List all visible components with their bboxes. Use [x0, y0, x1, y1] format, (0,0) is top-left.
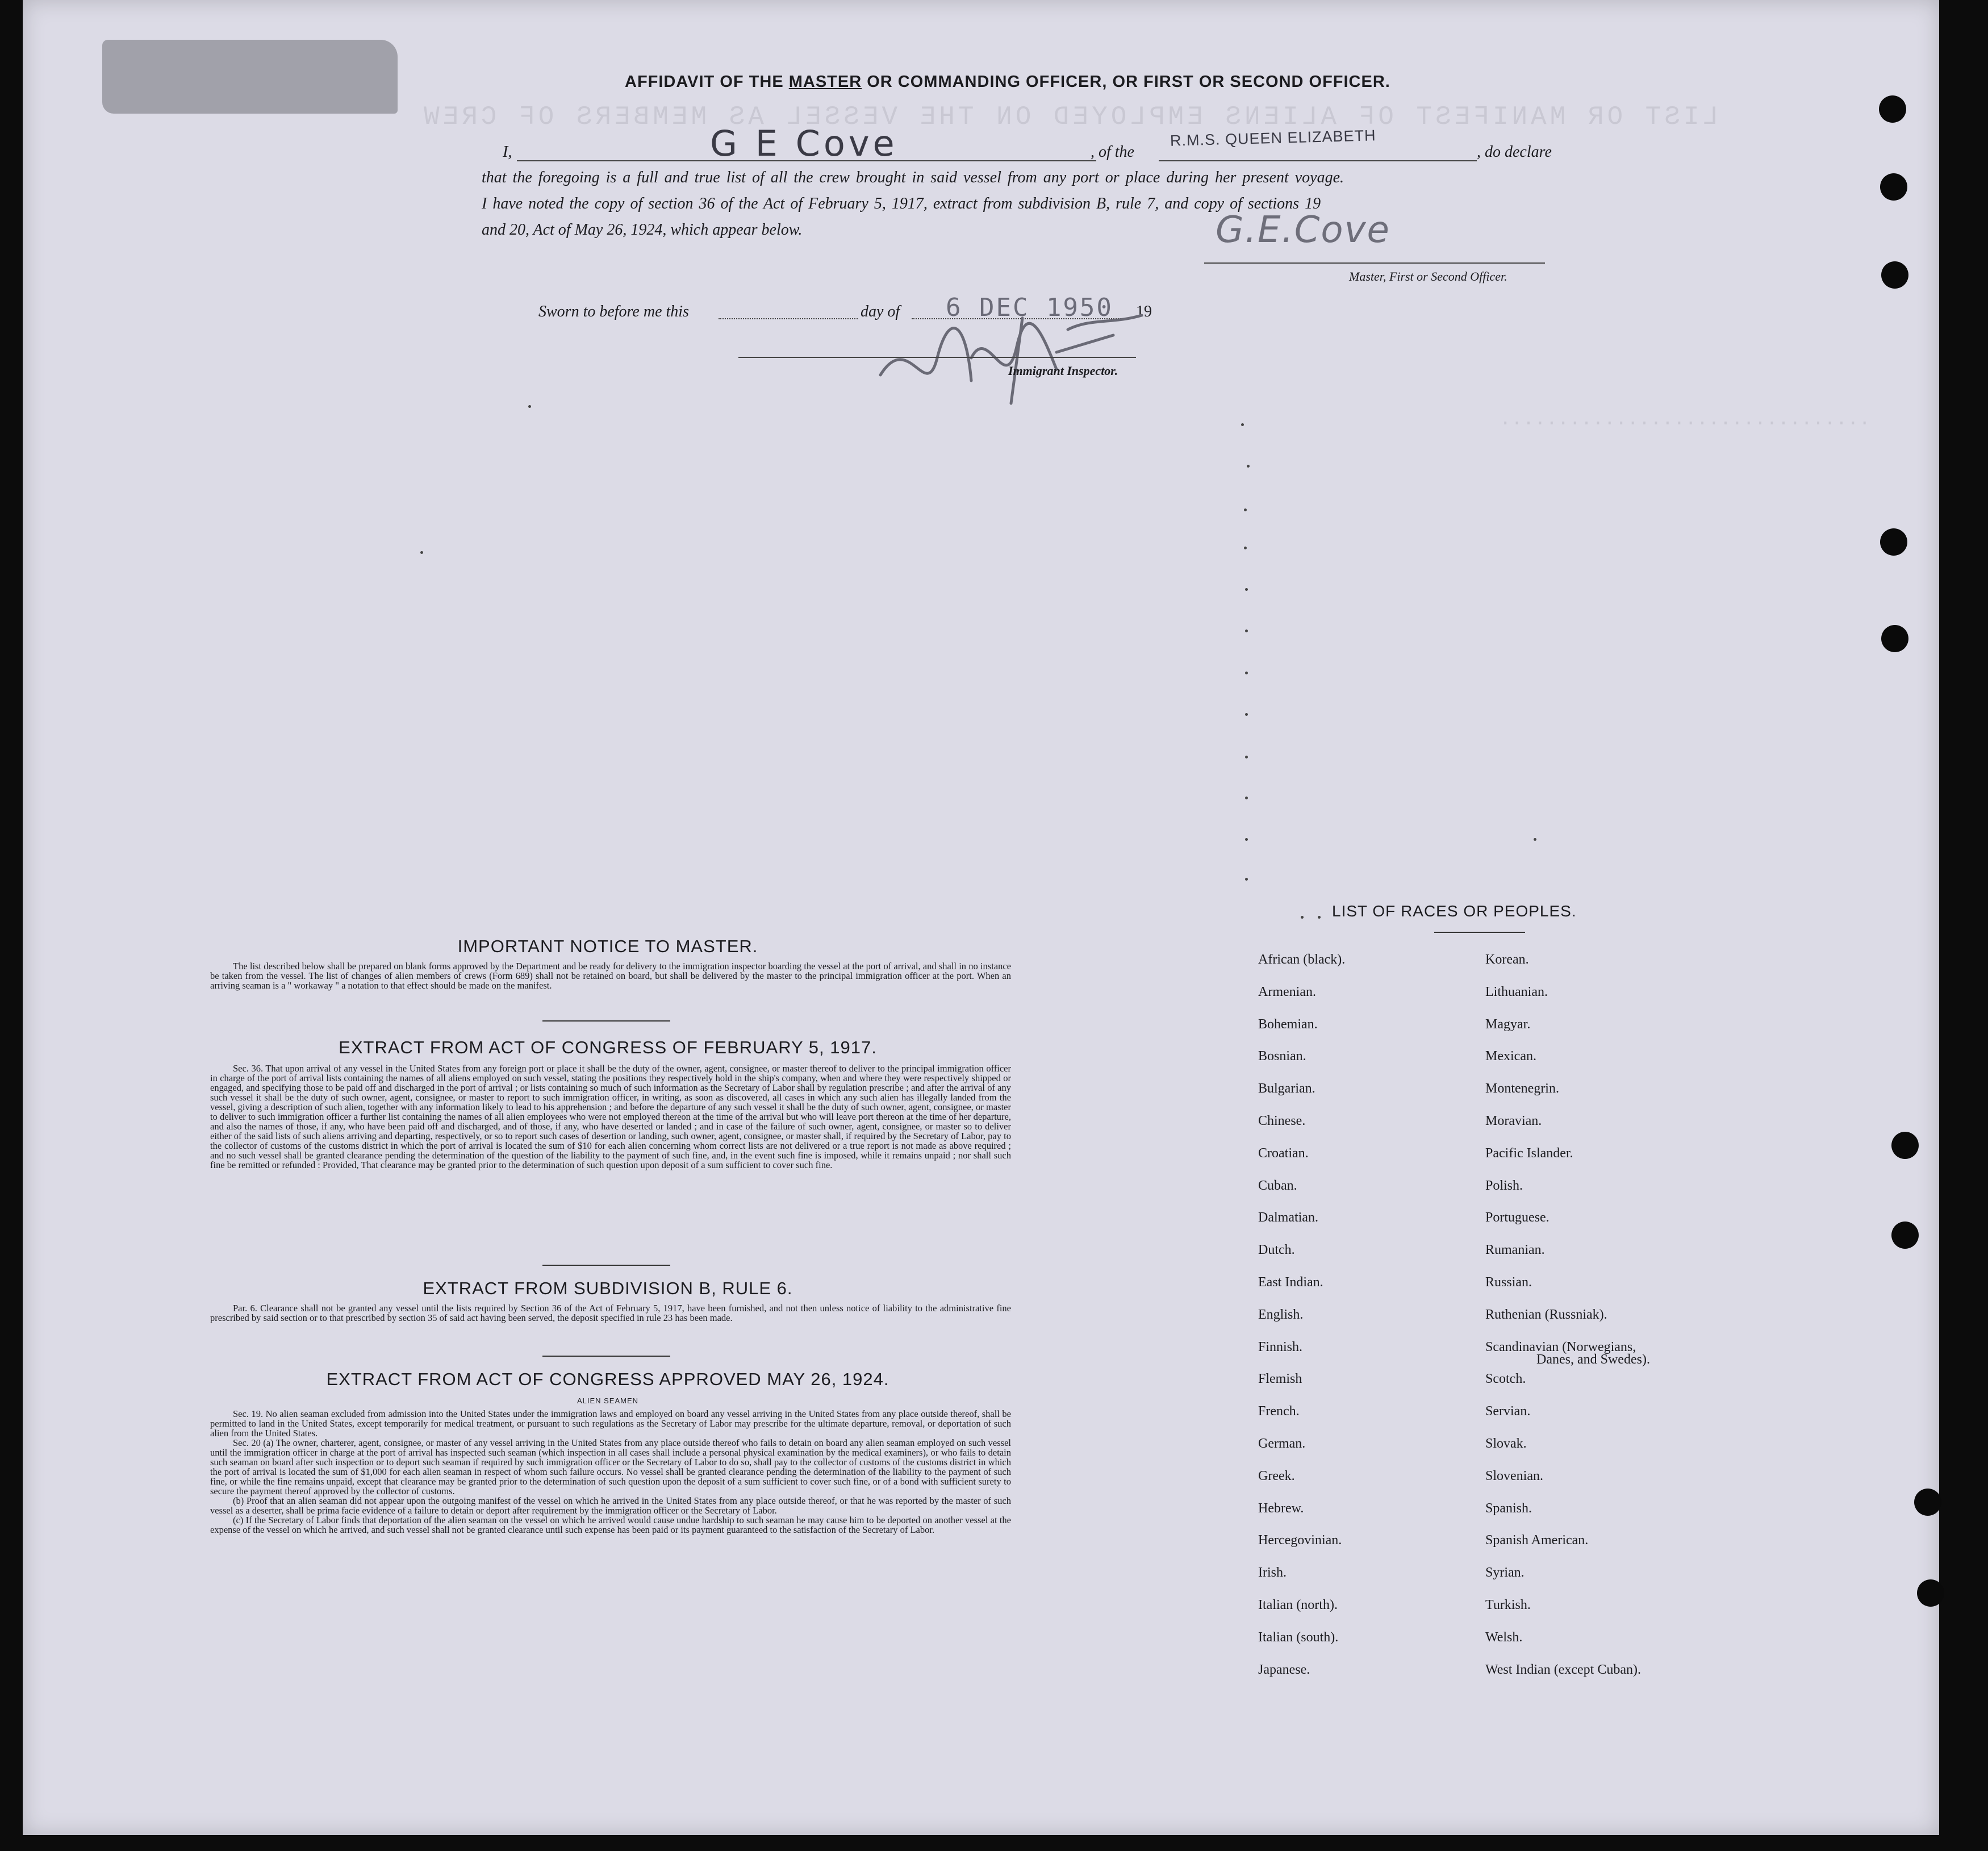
form-dot	[1245, 629, 1248, 632]
vessel-name-typed: R.M.S. QUEEN ELIZABETH	[1170, 127, 1376, 149]
races-title: LIST OF RACES OR PEOPLES.	[1332, 902, 1577, 920]
divider	[542, 1356, 670, 1357]
punch-hole	[1917, 1579, 1944, 1607]
race-item: Lithuanian.	[1485, 984, 1548, 999]
race-item: English.	[1258, 1307, 1304, 1322]
divider	[542, 1265, 670, 1266]
race-item: Italian (south).	[1258, 1629, 1339, 1645]
race-item: Turkish.	[1485, 1598, 1531, 1612]
section-19-text: Sec. 19. No alien seaman excluded from admission into the United States under the immigration laws and employed on board any vessel arriving in the United States from any place outside thereof, shall be permitted to land in the United States, except temporarily for medical treatment, or pursuant to such regulations as the Secretary of Labor may prescribe for the ultimate departure, removal, or deportation of such alien from the United States.	[210, 1408, 1011, 1439]
sworn-day-line	[719, 318, 858, 319]
form-dot	[1244, 547, 1247, 549]
form-dot	[1245, 878, 1248, 881]
inspector-caption: Immigrant Inspector.	[1008, 364, 1118, 378]
race-item: Italian (north).	[1258, 1598, 1338, 1612]
race-item: Mexican.	[1485, 1049, 1536, 1064]
form-dot	[1241, 423, 1244, 426]
extract-1917-title: EXTRACT FROM ACT OF CONGRESS OF FEBRUARY 5, 1917.	[339, 1037, 877, 1057]
form-dot	[1245, 756, 1248, 758]
form-dot	[1318, 916, 1321, 919]
extract-rule6-title: EXTRACT FROM SUBDIVISION B, RULE 6.	[423, 1278, 793, 1298]
punch-hole	[1891, 1222, 1919, 1249]
race-item: East Indian.	[1258, 1275, 1323, 1290]
race-item: Scotch.	[1485, 1371, 1526, 1387]
race-item: Spanish American.	[1485, 1533, 1589, 1548]
race-item: Syrian.	[1485, 1565, 1525, 1581]
notice-paragraph: The list described below shall be prepared on blank forms approved by the Department and be ready for delivery to the immigration inspector boarding the vessel at the port of arrival, and shall in no instance be taken from the vessel. The list of changes of alien members of crews (Form 689) shall not be retained on board, but shall be delivered by the master to the principal immigration officer at the port. When an arriving seaman is a " workaway " a notation to that effect should be made on the manifest.	[210, 961, 1011, 991]
race-item: Flemish	[1258, 1371, 1302, 1387]
race-item: Chinese.	[1258, 1114, 1306, 1128]
race-item: Greek.	[1258, 1468, 1295, 1483]
race-item: Servian.	[1485, 1404, 1531, 1419]
race-item: Bohemian.	[1258, 1016, 1318, 1032]
extract-1917-section-label: Sec. 36.	[233, 1063, 264, 1074]
form-dot	[1534, 838, 1536, 841]
race-item: Korean.	[1485, 952, 1529, 967]
day-of-label: day of	[861, 303, 900, 320]
section-20c-text: (c) If the Secretary of Labor finds that deportation of the alien seaman on the vessel on which he arrived would cause undue hardship to such seaman he may cause him to be deported on another vessel at the expense of the vessel on which he arrived, and such vessel shall not be granted clearance until such expense has been paid or its payment guaranteed to the satisfaction of the Secretary of Labor.	[210, 1515, 1011, 1535]
form-dot	[528, 405, 531, 408]
signature-caption: Master, First or Second Officer.	[1349, 269, 1507, 284]
master-name-handwritten: G E Cove	[710, 123, 898, 164]
inspector-line	[738, 357, 1136, 358]
punch-hole	[1880, 528, 1907, 556]
vessel-line	[1159, 160, 1477, 161]
race-item: Rumanian.	[1485, 1243, 1545, 1258]
race-item: Montenegrin.	[1485, 1081, 1559, 1097]
notice-title: IMPORTANT NOTICE TO MASTER.	[457, 936, 758, 956]
race-item: Finnish.	[1258, 1339, 1303, 1354]
race-item: Croatian.	[1258, 1145, 1309, 1161]
extract-rule6-body: Clearance shall not be granted any vessel until the lists required by Section 36 of the Act of February 5, 1917, have been furnished, and not then unless notice of liability to the administrative fine prescribed by said section or to that prescribed by section 35 of said act having been served, the deposit specified in rule 23 has been made.	[210, 1303, 1011, 1323]
race-item: African (black).	[1258, 952, 1346, 967]
race-item: Polish.	[1485, 1178, 1523, 1193]
race-item: French.	[1258, 1404, 1300, 1419]
race-item: Slovak.	[1485, 1436, 1527, 1451]
races-title-underline	[1434, 932, 1525, 933]
document-page	[23, 0, 1939, 1835]
race-item: Irish.	[1258, 1565, 1287, 1581]
race-item: Armenian.	[1258, 984, 1316, 999]
alien-seamen-subtitle: ALIEN SEAMEN	[577, 1396, 639, 1405]
form-dot	[1301, 916, 1304, 919]
affidavit-title: AFFIDAVIT OF THE MASTER OR COMMANDING OFFICER, OR FIRST OR SECOND OFFICER.	[625, 73, 1390, 91]
master-signature: G.E.Cove	[1216, 209, 1390, 251]
race-item: German.	[1258, 1436, 1306, 1451]
punch-hole	[1880, 173, 1907, 201]
punch-hole	[1881, 625, 1908, 652]
date-stamp: 6 DEC 1950	[946, 293, 1113, 322]
race-item: Slovenian.	[1485, 1468, 1543, 1483]
year-suffix: 19	[1136, 303, 1152, 320]
punch-hole	[1891, 1132, 1919, 1159]
extract-rule6-par-label: Par. 6.	[233, 1303, 257, 1314]
bleed-through-heading: LIST OR MANIFEST OF ALIENS EMPLOYED ON THE VESSEL AS MEMBERS OF CREW	[420, 102, 1719, 132]
race-item: West Indian (except Cuban).	[1485, 1662, 1641, 1677]
race-item: Portuguese.	[1485, 1210, 1550, 1225]
inspector-signature	[875, 307, 1193, 409]
i-label: I,	[503, 143, 512, 161]
form-dot	[1247, 465, 1250, 468]
affidavit-line-1: that the foregoing is a full and true list of all the crew brought in said vessel from any port or place during her present voyage.	[482, 169, 1344, 186]
race-item: Spanish.	[1485, 1500, 1532, 1516]
form-dot	[1245, 672, 1248, 674]
race-item: Hebrew.	[1258, 1500, 1304, 1516]
punch-hole	[1879, 95, 1906, 123]
section-20a-text: Sec. 20 (a) The owner, charterer, agent, consignee, or master of any vessel arriving in the United States from any place outside thereof who fails to detain on board any alien seaman employed on such vessel until the immigration officer in charge at the port of arrival has inspected such seaman (which inspection in all cases shall include a personal physical examination by the medical examiners), or who fails to detain such seaman on board after such inspection or to deport such seaman if required by such immigration officer or the Secretary of Labor to do so, shall pay to the collector of customs of the customs district in which the port of arrival is located the sum of $1,000 for each alien seaman in respect of whom such failure occurs. No vessel shall be granted clearance pending the determination of the liability to the payment of such fine, or while the fine remains unpaid, except that clearance may be granted prior to the determination of such question upon the deposit of a sum sufficient to cover such fine, or of a bond with sufficient surety to secure the payment thereof approved by the collector of customs.	[210, 1437, 1011, 1496]
signature-line	[1204, 262, 1545, 264]
extract-1917-text	[210, 1064, 1011, 1170]
extract-1917-body: That upon arrival of any vessel in the United States from any foreign port or place it shall be the duty of the owner, agent, consignee, or master thereof to deliver to the principal immigration officer in charge of the port of arrival lists containing the names of all aliens employed on such vessel, stating the positions they respectively hold in the ship's company, when and where they were respectively shipped or engaged, and specifying those to be paid off and discharged in the port of arrival ; or lists containing so much of such information as the Secretary of Labor shall by regulation prescribe ; and after the arrival of any such vessel it shall be the duty of such owner, agent, consignee, or master to report to such immigration officer, in writing, as soon as discovered, all cases in which any such alien has illegally landed from the vessel, giving a description of such alien, together with any information likely to lead to his apprehension ; and before the departure of any such vessel it shall be the duty of such owner, agent, consignee, or master to deliver to such immigration officer a further list containing the names of all alien employees who were not employed thereon at the time of the arrival but who will leave port thereon at the time of her departure, and also the names of those, if any, who have been paid off and discharged, and of those, if any, who have deserted or landed ; and in case of the failure of such owner, agent, consignee, or master so to deliver either of the said lists of such aliens arriving and departing, respectively, or so to report such cases of desertion or landing, such owner, agent, consignee, or master shall, if required by the Secretary of Labor, pay to the collector of customs of the customs district in which the port of arrival is located the sum of $10 for each alien concerning whom correct lists are not delivered or a true report is not made as above required ; and no such vessel shall be granted clearance pending the determination of the question of the liability to the payment of such fine, and, in the event such fine is imposed, while it remains unpaid ; nor shall such fine be remitted or refunded : Provided, That clearance may be granted prior to the determination of such question upon deposit of a sum sufficient to cover such fine.	[210, 1063, 1011, 1170]
torn-corner	[102, 40, 398, 114]
race-item: Hercegovinian.	[1258, 1533, 1342, 1548]
affidavit-line-3: and 20, Act of May 26, 1924, which appear below.	[482, 221, 803, 239]
race-item: Bulgarian.	[1258, 1081, 1315, 1097]
do-declare-label: , do declare	[1477, 143, 1552, 161]
notice-text	[210, 961, 1011, 990]
punch-hole	[1914, 1489, 1941, 1516]
race-item: Cuban.	[1258, 1178, 1297, 1193]
extract-1924-title: EXTRACT FROM ACT OF CONGRESS APPROVED MAY 26, 1924.	[326, 1369, 889, 1389]
race-item: Pacific Islander.	[1485, 1145, 1573, 1161]
race-item: Welsh.	[1485, 1629, 1523, 1645]
race-item: Japanese.	[1258, 1662, 1310, 1677]
bleed-through-text: ................................	[1500, 409, 1870, 431]
punch-hole	[1881, 261, 1908, 289]
sworn-label: Sworn to before me this	[538, 303, 689, 320]
race-item: Dalmatian.	[1258, 1210, 1318, 1225]
race-item-continuation: Danes, and Swedes).	[1536, 1352, 1650, 1367]
form-dot	[1245, 797, 1248, 799]
extract-rule6-text	[210, 1303, 1011, 1323]
race-item: Bosnian.	[1258, 1049, 1306, 1064]
form-dot	[1245, 713, 1248, 716]
of-the-label: , of the	[1091, 143, 1134, 161]
race-item: Scandinavian (Norwegians,	[1485, 1339, 1636, 1354]
affidavit-line-2: I have noted the copy of section 36 of the Act of February 5, 1917, extract from subdivision B, rule 7, and copy of sections 19	[482, 195, 1321, 212]
form-dot	[1244, 508, 1247, 511]
race-item: Moravian.	[1485, 1114, 1542, 1128]
race-item: Ruthenian (Russniak).	[1485, 1307, 1607, 1322]
race-item: Magyar.	[1485, 1016, 1531, 1032]
form-dot	[420, 551, 423, 554]
race-item: Russian.	[1485, 1275, 1532, 1290]
form-dot	[1245, 588, 1248, 591]
section-20b-text: (b) Proof that an alien seaman did not appear upon the outgoing manifest of the vessel on which he arrived in the United States from any place outside thereof, or that he was reported by the master of such vessel as a deserter, shall be prima facie evidence of a failure to detain or deport after requirement by the immigration officer or the Secretary of Labor.	[210, 1495, 1011, 1516]
divider	[542, 1020, 670, 1022]
extract-1924-text	[210, 1409, 1011, 1535]
race-item: Dutch.	[1258, 1243, 1295, 1258]
form-dot	[1245, 838, 1248, 841]
